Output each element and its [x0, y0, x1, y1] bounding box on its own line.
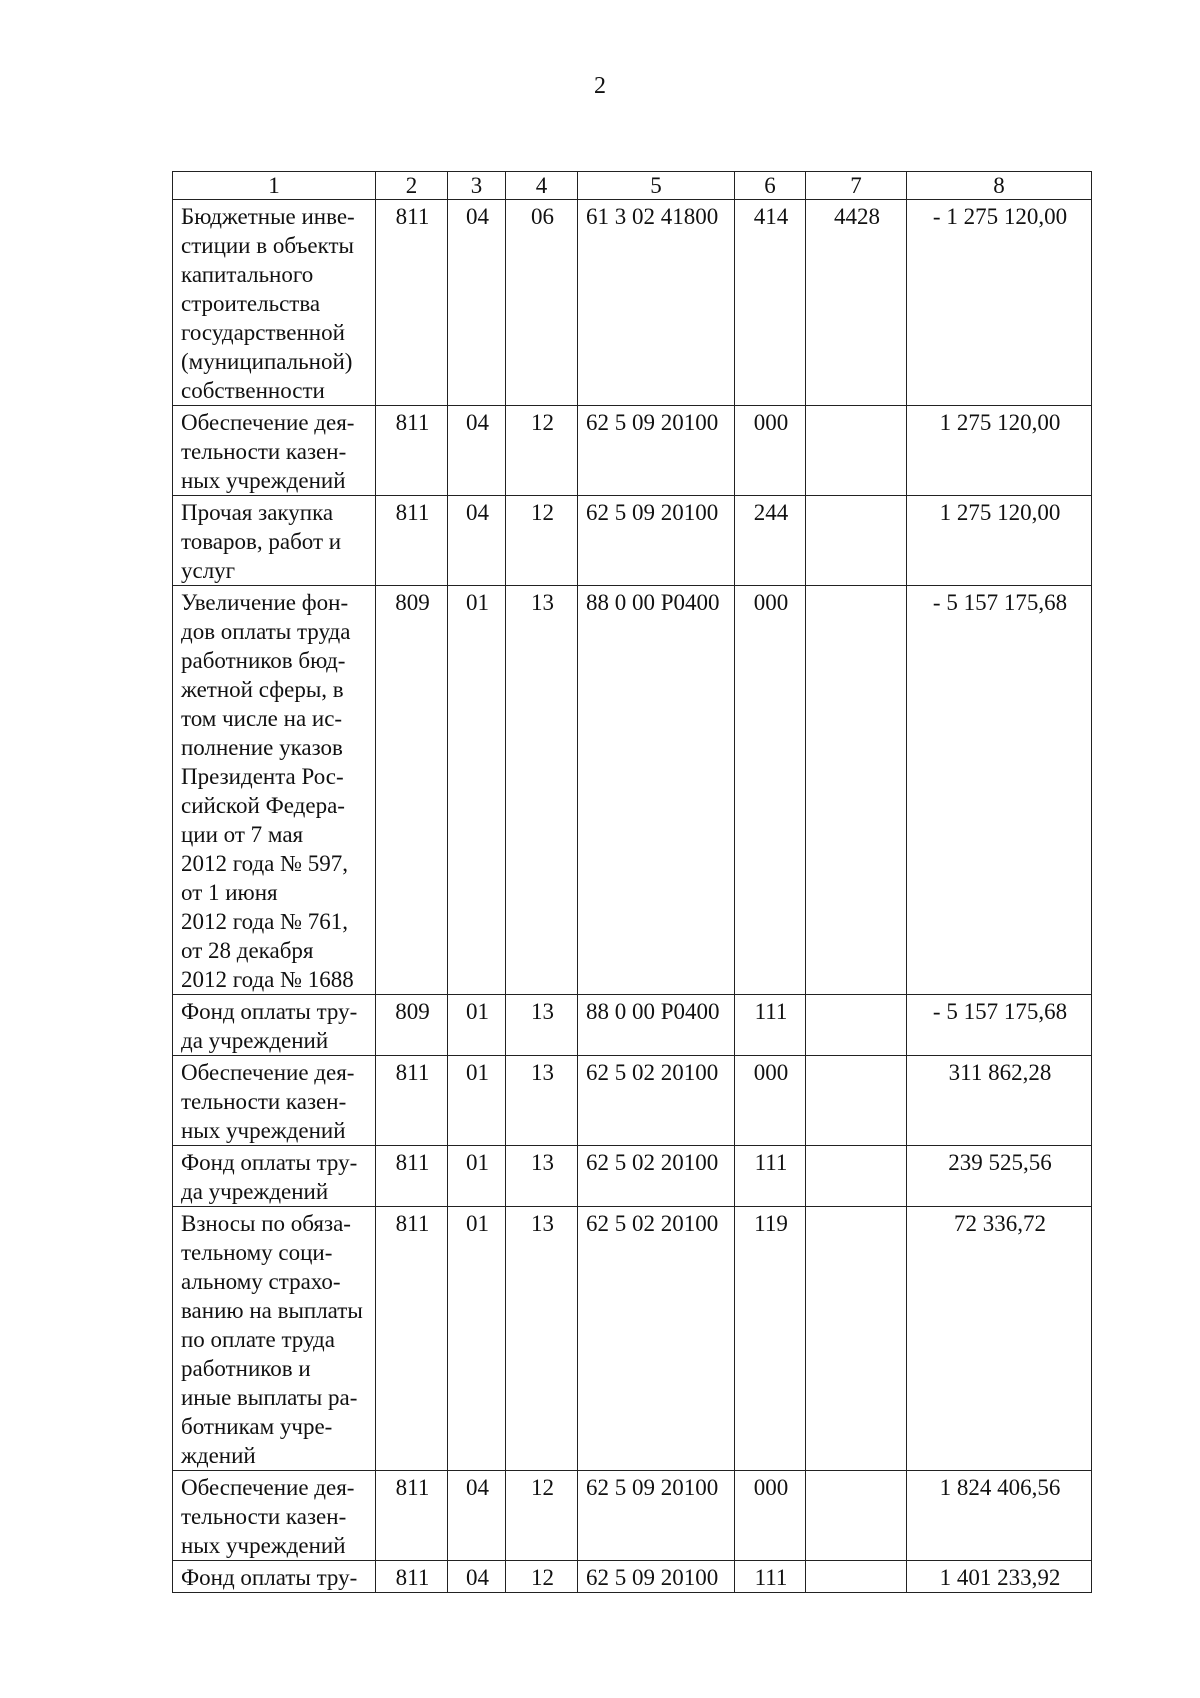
- item-name-line: жетной сферы, в: [181, 677, 344, 702]
- extra-code-cell: [806, 1207, 907, 1471]
- header-cell-1: 1: [173, 172, 376, 200]
- item-name-line: 2012 года № 761,: [181, 909, 349, 934]
- extra-code-cell: [806, 995, 907, 1056]
- item-name-line: стиции в объекты: [181, 233, 354, 258]
- amount-cell: 1 401 233,92: [907, 1561, 1092, 1593]
- extra-code-cell: [806, 586, 907, 995]
- item-name-line: от 1 июня: [181, 880, 278, 905]
- expense-type-cell: 244: [735, 496, 806, 586]
- item-name-cell: [173, 496, 376, 586]
- amount-cell: - 1 275 120,00: [907, 200, 1092, 406]
- item-name-line: по оплате труда: [181, 1327, 335, 1352]
- amount-cell: 311 862,28: [907, 1056, 1092, 1146]
- section-cell: 04: [448, 1561, 506, 1593]
- item-name-cell: [173, 406, 376, 496]
- subsection-cell: 13: [506, 1207, 578, 1471]
- ministry-code-cell: 809: [376, 586, 448, 995]
- extra-code-cell: [806, 406, 907, 496]
- item-name-line: да учреждений: [181, 1179, 329, 1204]
- item-name-line: Президента Рос-: [181, 764, 344, 789]
- item-name-line: том числе на ис-: [181, 706, 343, 731]
- target-article-cell: 62 5 09 20100: [578, 1561, 735, 1593]
- subsection-cell: 13: [506, 1056, 578, 1146]
- target-article-cell: 62 5 02 20100: [578, 1056, 735, 1146]
- item-name-line: собственности: [181, 378, 325, 403]
- subsection-cell: 12: [506, 1561, 578, 1593]
- expense-type-cell: 414: [735, 200, 806, 406]
- item-name-line: 2012 года № 597,: [181, 851, 349, 876]
- subsection-cell: 12: [506, 1471, 578, 1561]
- expense-type-cell: 111: [735, 995, 806, 1056]
- item-name-cell: [173, 200, 376, 406]
- amount-cell: 239 525,56: [907, 1146, 1092, 1207]
- item-name-cell: [173, 1561, 376, 1593]
- item-name-cell: [173, 586, 376, 995]
- item-name-line: Обеспечение дея-: [181, 410, 355, 435]
- target-article-cell: 62 5 02 20100: [578, 1207, 735, 1471]
- item-name-line: ции от 7 мая: [181, 822, 304, 847]
- item-name-line: полнение указов: [181, 735, 343, 760]
- table-body: [173, 172, 1092, 1593]
- item-name-line: работников бюд-: [181, 648, 346, 673]
- header-cell-7: 7: [806, 172, 907, 200]
- item-name-line: дов оплаты труда: [181, 619, 351, 644]
- extra-code-cell: [806, 1146, 907, 1207]
- target-article-cell: 62 5 09 20100: [578, 406, 735, 496]
- ministry-code-cell: 811: [376, 1056, 448, 1146]
- subsection-cell: 12: [506, 406, 578, 496]
- item-name-line: Фонд оплаты тру-: [181, 1150, 358, 1175]
- item-name-line: ных учреждений: [181, 1533, 346, 1558]
- item-name-line: товаров, работ и: [181, 529, 342, 554]
- item-name-line: да учреждений: [181, 1028, 329, 1053]
- subsection-cell: 13: [506, 995, 578, 1056]
- ministry-code-cell: 811: [376, 406, 448, 496]
- ministry-code-cell: 811: [376, 200, 448, 406]
- table-row: [173, 995, 1092, 1056]
- header-cell-5: 5: [578, 172, 735, 200]
- item-name-line: работников и: [181, 1356, 311, 1381]
- item-name-line: Прочая закупка: [181, 500, 334, 525]
- amount-cell: 72 336,72: [907, 1207, 1092, 1471]
- item-name-line: ботникам учре-: [181, 1414, 333, 1439]
- item-name-line: от 28 декабря: [181, 938, 314, 963]
- ministry-code-cell: 811: [376, 496, 448, 586]
- section-cell: 01: [448, 1146, 506, 1207]
- item-name-cell: [173, 995, 376, 1056]
- subsection-cell: 12: [506, 496, 578, 586]
- extra-code-cell: 4428: [806, 200, 907, 406]
- expense-type-cell: 119: [735, 1207, 806, 1471]
- ministry-code-cell: 811: [376, 1471, 448, 1561]
- item-name-line: иные выплаты ра-: [181, 1385, 358, 1410]
- extra-code-cell: [806, 1471, 907, 1561]
- section-cell: 01: [448, 1207, 506, 1471]
- ministry-code-cell: 809: [376, 995, 448, 1056]
- item-name-line: капитального: [181, 262, 314, 287]
- amount-cell: 1 275 120,00: [907, 406, 1092, 496]
- subsection-cell: 06: [506, 200, 578, 406]
- item-name-line: строительства: [181, 291, 321, 316]
- item-name-line: Фонд оплаты тру-: [181, 1565, 358, 1590]
- item-name-cell: [173, 1471, 376, 1561]
- section-cell: 01: [448, 1056, 506, 1146]
- target-article-cell: 62 5 09 20100: [578, 1471, 735, 1561]
- table-row: [173, 1561, 1092, 1593]
- item-name-line: тельности казен-: [181, 1504, 347, 1529]
- expense-type-cell: 000: [735, 1471, 806, 1561]
- amount-cell: 1 824 406,56: [907, 1471, 1092, 1561]
- section-cell: 04: [448, 496, 506, 586]
- section-cell: 01: [448, 995, 506, 1056]
- section-cell: 04: [448, 200, 506, 406]
- header-cell-6: 6: [735, 172, 806, 200]
- header-cell-4: 4: [506, 172, 578, 200]
- target-article-cell: 62 5 02 20100: [578, 1146, 735, 1207]
- table-row: [173, 496, 1092, 586]
- expense-type-cell: 000: [735, 406, 806, 496]
- item-name-line: альному страхо-: [181, 1269, 341, 1294]
- section-cell: 01: [448, 586, 506, 995]
- item-name-line: тельному соци-: [181, 1240, 333, 1265]
- table-row: [173, 586, 1092, 995]
- ministry-code-cell: 811: [376, 1146, 448, 1207]
- expense-type-cell: 111: [735, 1561, 806, 1593]
- item-name-line: Бюджетные инве-: [181, 204, 355, 229]
- item-name-line: Взносы по обяза-: [181, 1211, 351, 1236]
- item-name-line: тельности казен-: [181, 439, 347, 464]
- item-name-line: Увеличение фон-: [181, 590, 349, 615]
- extra-code-cell: [806, 1561, 907, 1593]
- item-name-cell: [173, 1207, 376, 1471]
- table-row: [173, 200, 1092, 406]
- item-name-line: ждений: [181, 1443, 256, 1468]
- item-name-line: Фонд оплаты тру-: [181, 999, 358, 1024]
- item-name-cell: [173, 1056, 376, 1146]
- item-name-line: услуг: [181, 558, 236, 583]
- header-cell-8: 8: [907, 172, 1092, 200]
- subsection-cell: 13: [506, 586, 578, 995]
- item-name-cell: [173, 1146, 376, 1207]
- table-row: [173, 1471, 1092, 1561]
- item-name-line: Обеспечение дея-: [181, 1475, 355, 1500]
- item-name-line: ванию на выплаты: [181, 1298, 363, 1323]
- item-name-line: ных учреждений: [181, 468, 346, 493]
- section-cell: 04: [448, 406, 506, 496]
- subsection-cell: 13: [506, 1146, 578, 1207]
- ministry-code-cell: 811: [376, 1207, 448, 1471]
- budget-table: [172, 171, 1092, 1593]
- header-cell-2: 2: [376, 172, 448, 200]
- target-article-cell: 61 3 02 41800: [578, 200, 735, 406]
- page-number: 2: [594, 73, 606, 99]
- amount-cell: - 5 157 175,68: [907, 586, 1092, 995]
- item-name-line: Обеспечение дея-: [181, 1060, 355, 1085]
- header-cell-3: 3: [448, 172, 506, 200]
- item-name-line: сийской Федера-: [181, 793, 345, 818]
- item-name-line: ных учреждений: [181, 1118, 346, 1143]
- extra-code-cell: [806, 1056, 907, 1146]
- item-name-line: государственной: [181, 320, 345, 345]
- target-article-cell: 88 0 00 P0400: [578, 995, 735, 1056]
- table-row: [173, 1207, 1092, 1471]
- ministry-code-cell: 811: [376, 1561, 448, 1593]
- extra-code-cell: [806, 496, 907, 586]
- expense-type-cell: 000: [735, 1056, 806, 1146]
- table-header-row: [173, 172, 1092, 200]
- amount-cell: - 5 157 175,68: [907, 995, 1092, 1056]
- expense-type-cell: 000: [735, 586, 806, 995]
- target-article-cell: 62 5 09 20100: [578, 496, 735, 586]
- table-row: [173, 1056, 1092, 1146]
- amount-cell: 1 275 120,00: [907, 496, 1092, 586]
- section-cell: 04: [448, 1471, 506, 1561]
- item-name-line: тельности казен-: [181, 1089, 347, 1114]
- target-article-cell: 88 0 00 P0400: [578, 586, 735, 995]
- expense-type-cell: 111: [735, 1146, 806, 1207]
- item-name-line: 2012 года № 1688: [181, 967, 354, 992]
- table-row: [173, 1146, 1092, 1207]
- table-row: [173, 406, 1092, 496]
- item-name-line: (муниципальной): [181, 349, 353, 374]
